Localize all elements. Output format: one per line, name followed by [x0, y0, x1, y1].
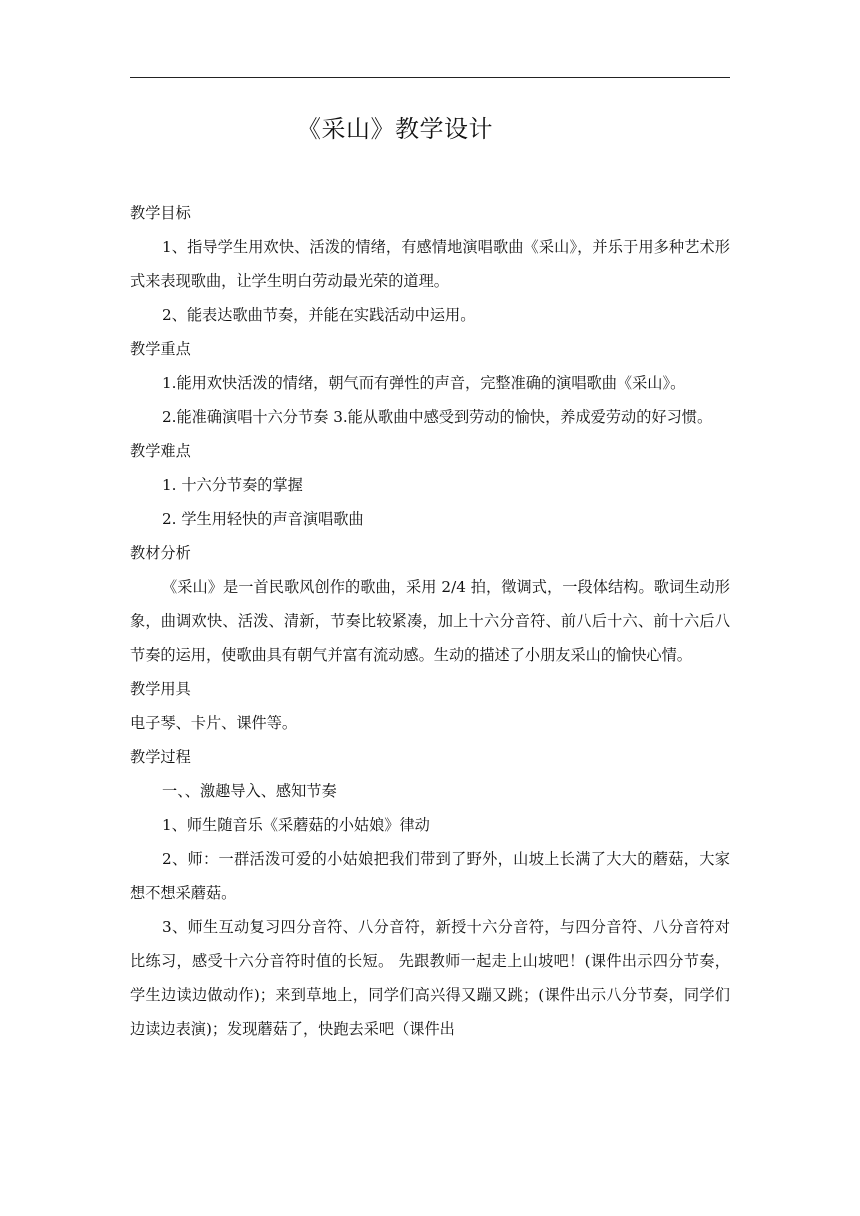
- process-item-3: 3、师生互动复习四分音符、八分音符，新授十六分音符，与四分音符、八分音符对比练习，感受十六分音符时值的长短。 先跟教师一起走上山坡吧！(课件出示四分节奏，学生边读边做动作)；来到草地上，同学们高兴得又蹦又跳；(课件出示八分节奏，同学们边读边表演)；发现蘑菇了，快跑去采吧（课件出: [130, 918, 730, 1038]
- analysis-paragraph: 《采山》是一首民歌风创作的歌曲，采用 2/4 拍，徵调式，一段体结构。歌词生动形象，曲调欢快、活泼、清新，节奏比较紧凑，加上十六分音符、前八后十六、前十六后八节奏的运用，使歌曲具有朝气并富有流动感。生动的描述了小朋友采山的愉快心情。: [130, 578, 730, 664]
- section-heading-tools: 教学用具: [130, 680, 191, 698]
- tools-paragraph: 电子琴、卡片、课件等。: [130, 714, 298, 732]
- key-point-item-1: 1.能用欢快活泼的情绪，朝气而有弹性的声音，完整准确的演唱歌曲《采山》。: [162, 374, 686, 392]
- process-item-2: 2、师：一群活泼可爱的小姑娘把我们带到了野外，山坡上长满了大大的蘑菇，大家想不想采蘑菇。: [130, 850, 730, 902]
- process-subheading: 一、、激趣导入、感知节奏: [162, 782, 337, 800]
- section-heading-difficulties: 教学难点: [130, 442, 191, 460]
- header-rule: [130, 77, 730, 78]
- difficulty-item-2: 2. 学生用轻快的声音演唱歌曲: [162, 510, 364, 528]
- goal-item-1: 1、指导学生用欢快、活泼的情绪，有感情地演唱歌曲《采山》，并乐于用多种艺术形式来表现歌曲，让学生明白劳动最光荣的道理。: [130, 238, 730, 290]
- document-body: [130, 196, 730, 1046]
- document-title: 《采山》教学设计: [297, 115, 493, 143]
- section-heading-key-points: 教学重点: [130, 340, 191, 358]
- process-item-1: 1、师生随音乐《采蘑菇的小姑娘》律动: [162, 816, 430, 834]
- difficulty-item-1: 1. 十六分节奏的掌握: [162, 476, 303, 494]
- key-point-item-2: 2.能准确演唱十六分节奏 3.能从歌曲中感受到劳动的愉快，养成爱劳动的好习惯。: [162, 408, 713, 426]
- goal-item-2: 2、能表达歌曲节奏，并能在实践活动中运用。: [162, 306, 476, 324]
- section-heading-analysis: 教材分析: [130, 544, 191, 562]
- section-heading-goals: 教学目标: [130, 204, 191, 222]
- section-heading-process: 教学过程: [130, 748, 191, 766]
